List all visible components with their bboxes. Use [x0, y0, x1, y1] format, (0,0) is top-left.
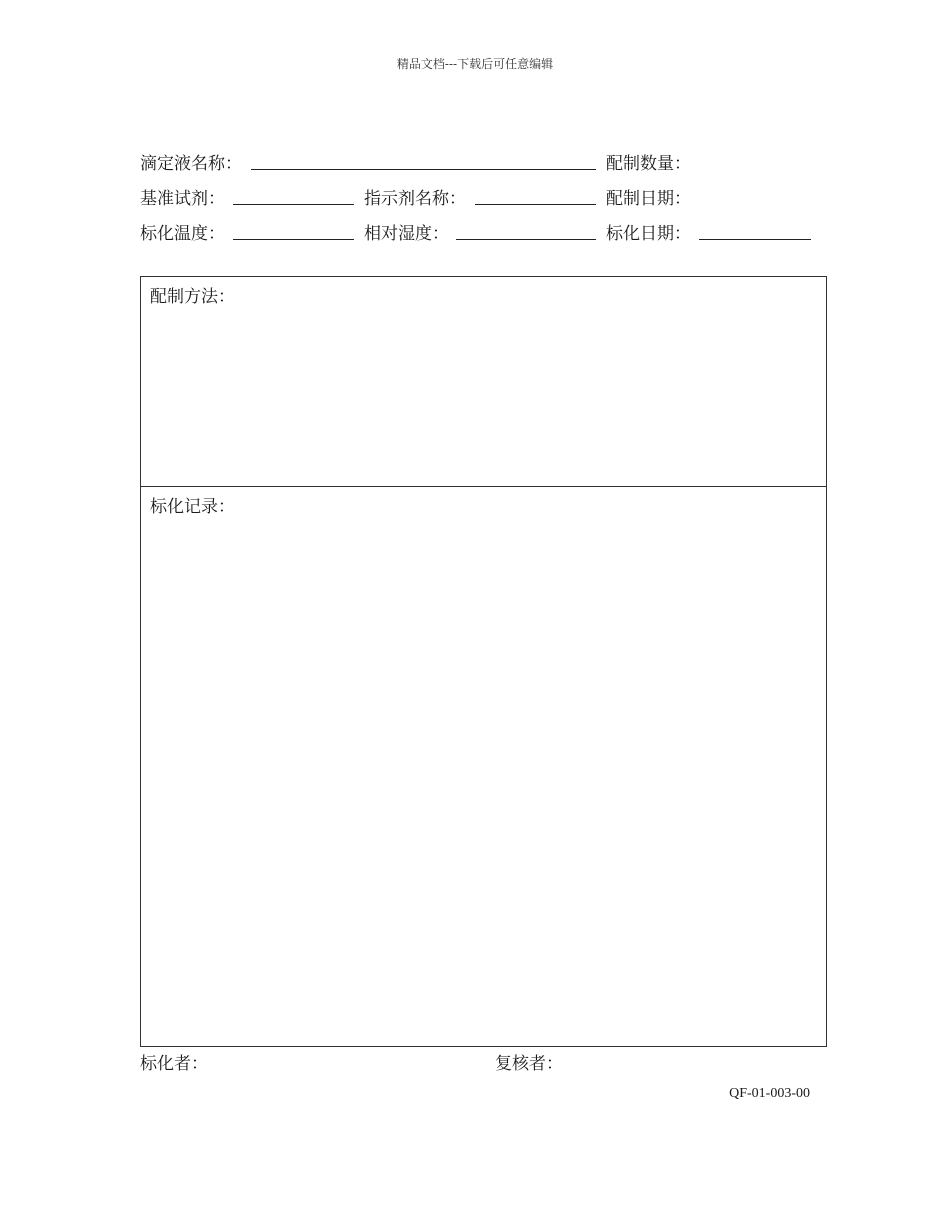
- indicator-name-field[interactable]: [475, 204, 596, 205]
- titrant-name-field[interactable]: [251, 169, 596, 170]
- relative-humidity-label: 相对湿度：: [364, 224, 449, 244]
- prep-date-label: 配制日期：: [606, 189, 691, 209]
- reference-reagent-label: 基准试剂：: [140, 189, 225, 209]
- form-row-1: [140, 149, 840, 175]
- calibration-record-box[interactable]: [140, 486, 827, 1047]
- calibration-date-label: 标化日期：: [606, 224, 691, 244]
- header-note: 精品文档---下载后可任意编辑: [396, 57, 554, 71]
- relative-humidity-field[interactable]: [456, 239, 596, 240]
- prep-method-box[interactable]: [140, 276, 827, 487]
- calibration-date-field[interactable]: [699, 239, 811, 240]
- calibrator-label: 标化者：: [140, 1054, 208, 1074]
- calibration-record-label: 标化记录：: [150, 497, 235, 517]
- reviewer-label: 复核者：: [495, 1054, 563, 1074]
- prep-quantity-label: 配制数量：: [606, 154, 691, 174]
- form-row-3: [140, 219, 840, 245]
- calibration-temp-field[interactable]: [233, 239, 354, 240]
- indicator-name-label: 指示剂名称：: [364, 189, 466, 209]
- titrant-name-label: 滴定液名称：: [140, 154, 242, 174]
- reference-reagent-field[interactable]: [233, 204, 354, 205]
- doc-code: QF-01-003-00: [729, 1086, 810, 1101]
- form-row-2: [140, 184, 840, 210]
- calibration-temp-label: 标化温度：: [140, 224, 225, 244]
- prep-method-label: 配制方法：: [150, 287, 235, 307]
